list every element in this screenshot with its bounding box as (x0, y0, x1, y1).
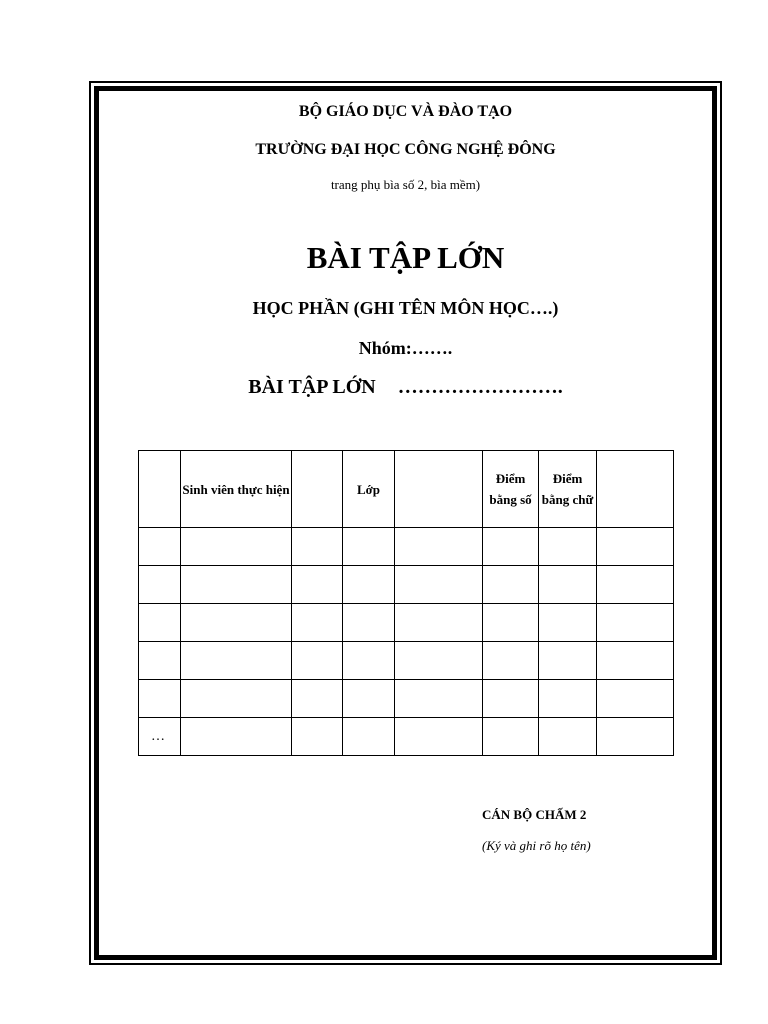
table-row (139, 604, 674, 642)
table-cell (139, 566, 181, 604)
cover-note: trang phụ bìa số 2, bìa mềm) (330, 177, 481, 192)
table-cell (597, 528, 674, 566)
table-row (139, 642, 674, 680)
table-header-row (139, 451, 674, 528)
table-cell (483, 566, 539, 604)
table-cell (597, 718, 674, 756)
header-cell (292, 451, 343, 528)
table-cell (292, 642, 343, 680)
table-cell (395, 680, 483, 718)
header-cell-score-number: Điểm bằng số (483, 451, 539, 528)
table-cell (343, 566, 395, 604)
table-cell (597, 642, 674, 680)
table-cell (292, 566, 343, 604)
table-cell (181, 680, 292, 718)
table-cell (539, 642, 597, 680)
table-cell (395, 604, 483, 642)
header-cell-class: Lớp (343, 451, 395, 528)
assignment-label: BÀI TẬP LỚN (248, 376, 376, 398)
table-cell (597, 566, 674, 604)
table-cell (181, 528, 292, 566)
table-row (139, 680, 674, 718)
table-cell (539, 566, 597, 604)
table-cell (181, 604, 292, 642)
signature-note: (Ký và ghi rõ họ tên) (482, 838, 591, 853)
table-row (139, 718, 674, 756)
table-cell (292, 718, 343, 756)
table-cell (395, 718, 483, 756)
table-cell-ellipsis: … (139, 718, 181, 756)
table-cell (539, 604, 597, 642)
assignment-line (89, 376, 722, 399)
table-cell (181, 718, 292, 756)
header-cell (139, 451, 181, 528)
table-cell (292, 528, 343, 566)
assignment-value: ……………………. (397, 376, 563, 398)
table-cell (343, 528, 395, 566)
header-cell-student: Sinh viên thực hiện (181, 451, 292, 528)
table-row (139, 566, 674, 604)
table-cell (395, 528, 483, 566)
ministry-heading: BỘ GIÁO DỤC VÀ ĐÀO TẠO (298, 103, 513, 120)
table-cell (343, 680, 395, 718)
table-cell (539, 528, 597, 566)
table-cell (395, 566, 483, 604)
group-line: Nhóm:……. (358, 338, 453, 358)
table-cell (343, 642, 395, 680)
course-line: HỌC PHẦN (GHI TÊN MÔN HỌC….) (252, 298, 559, 318)
header-cell (395, 451, 483, 528)
header-cell-score-words: Điểm bằng chữ (539, 451, 597, 528)
table-cell (139, 680, 181, 718)
table-cell (395, 642, 483, 680)
signature-title: CÁN BỘ CHẤM 2 (482, 807, 587, 822)
table-cell (139, 528, 181, 566)
table-cell (292, 604, 343, 642)
document-title: BÀI TẬP LỚN (306, 240, 505, 275)
table-row (139, 528, 674, 566)
table-cell (539, 718, 597, 756)
table-cell (292, 680, 343, 718)
table-cell (343, 604, 395, 642)
student-table (138, 450, 674, 756)
header-cell (597, 451, 674, 528)
table-cell (139, 604, 181, 642)
table-cell (483, 528, 539, 566)
table-cell (597, 680, 674, 718)
table-cell (483, 680, 539, 718)
table-cell (181, 642, 292, 680)
table-cell (597, 604, 674, 642)
table-cell (483, 642, 539, 680)
table-cell (483, 718, 539, 756)
table-cell (139, 642, 181, 680)
table-cell (483, 604, 539, 642)
table-cell (539, 680, 597, 718)
table-cell (343, 718, 395, 756)
table-cell (181, 566, 292, 604)
university-heading: TRƯỜNG ĐẠI HỌC CÔNG NGHỆ ĐÔNG (255, 141, 556, 158)
